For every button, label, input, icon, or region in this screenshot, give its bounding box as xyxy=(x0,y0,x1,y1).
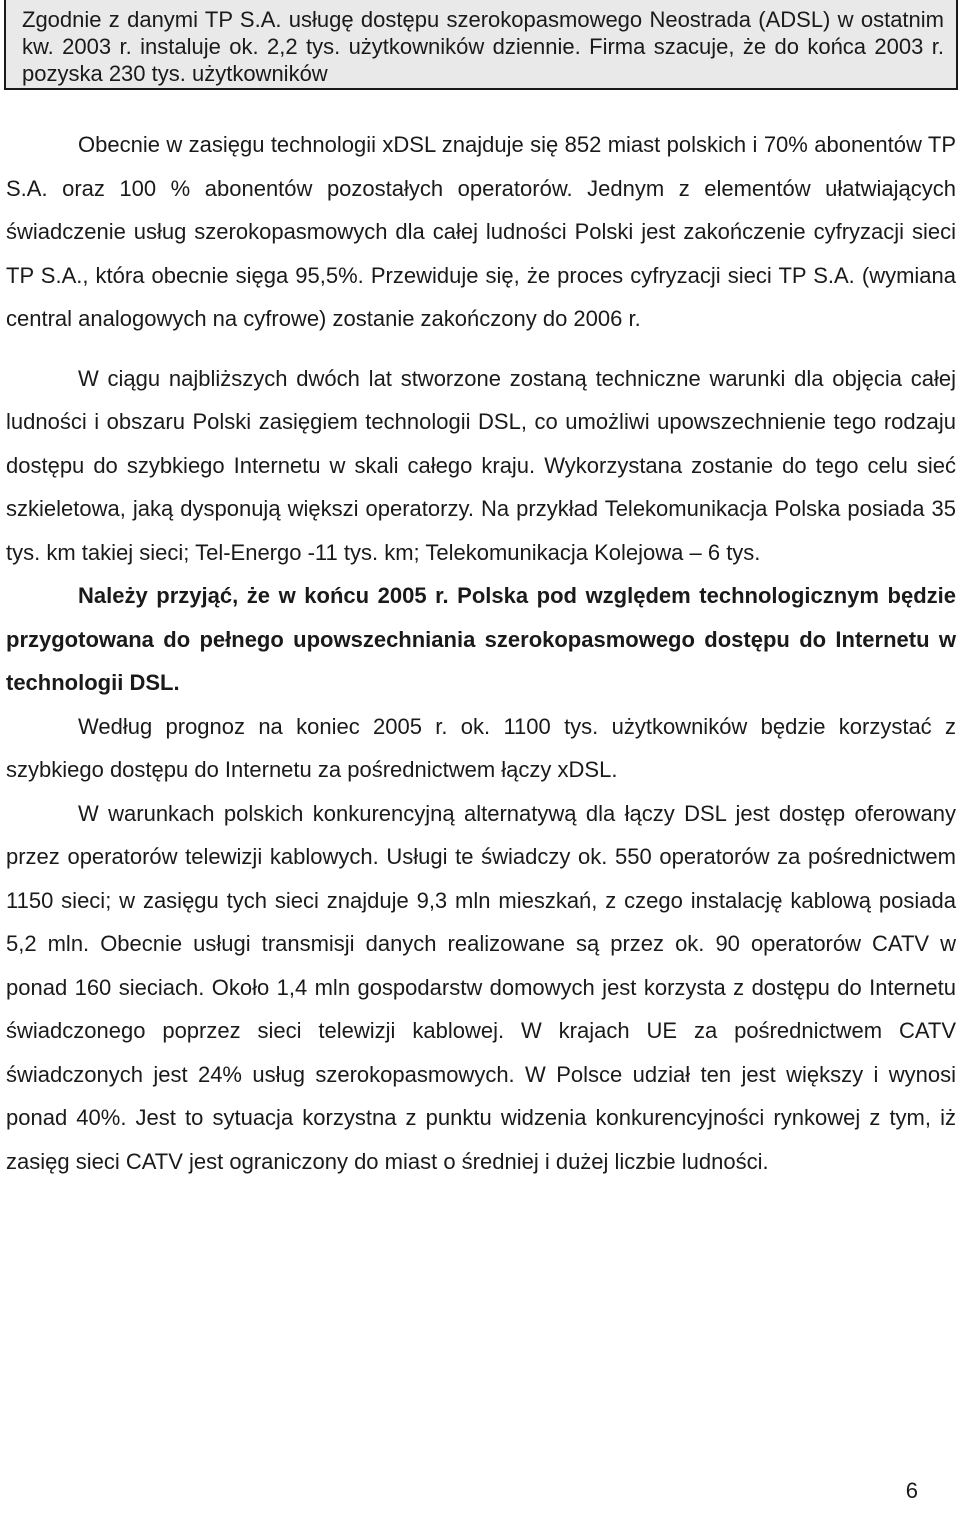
boxed-note-text: Zgodnie z danymi TP S.A. usługę dostępu szerokopasmowego Neostrada (ADSL) w ostatnim kw. 2003 r. instaluje ok. 2,2 tys. użytkowników dziennie. Firma szacuje, że do końca 2003 r. pozyska 230 tys. użytkowników xyxy=(22,7,944,86)
document-body xyxy=(6,123,956,1183)
paragraph-catv-alternative: W warunkach polskich konkurencyjną alternatywą dla łączy DSL jest dostęp oferowany przez operatorów telewizji kablowych. Usługi te świadczy ok. 550 operatorów za pośrednictwem 1150 sieci; w zasięgu tych sieci znajduje 9,3 mln mieszkań, z czego instalację kablową posiada 5,2 mln. Obecnie usługi transmisji danych realizowane są przez ok. 90 operatorów CATV w ponad 160 sieciach. Około 1,4 mln gospodarstw domowych jest korzysta z dostępu do Internetu świadczonego poprzez sieci telewizji kablowej. W krajach UE za pośrednictwem CATV świadczonych jest 24% usług szerokopasmowych. W Polsce udział ten jest większy i wynosi ponad 40%. Jest to sytuacja korzystna z punktu widzenia konkurencyjności rynkowej z tym, iż zasięg sieci CATV jest ograniczony do miast o średniej i dużej liczbie ludności. xyxy=(6,800,956,1174)
paragraph-forecast: Według prognoz na koniec 2005 r. ok. 1100 tys. użytkowników będzie korzystać z szybkiego dostępu do Internetu za pośrednictwem łączy xDSL. xyxy=(6,713,956,782)
page-number: 6 xyxy=(905,1478,918,1503)
paragraph-xdsl-coverage: Obecnie w zasięgu technologii xDSL znajduje się 852 miast polskich i 70% abonentów TP S.A. oraz 100 % abonentów pozostałych operatorów. Jednym z elementów ułatwiających świadczenie usług szerokopasmowych dla całej ludności Polski jest zakończenie cyfryzacji sieci TP S.A., która obecnie sięga 95,5%. Przewiduje się, że proces cyfryzacji sieci TP S.A. (wymiana central analogowych na cyfrowe) zostanie zakończony do 2006 r. xyxy=(6,132,956,331)
paragraph-dsl-plans: W ciągu najbliższych dwóch lat stworzone zostaną techniczne warunki dla objęcia całej ludności i obszaru Polski zasięgiem technologii DSL, co umożliwi upowszechnienie tego rodzaju dostępu do szybkiego Internetu w skali całego kraju. Wykorzystana zostanie do tego celu sieć szkieletowa, jaką dysponują większi operatorzy. Na przykład Telekomunikacja Polska posiada 35 tys. km takiej sieci; Tel-Energo -11 tys. km; Telekomunikacja Kolejowa – 6 tys. xyxy=(6,365,956,565)
boxed-note xyxy=(4,0,958,90)
paragraph-conclusion-bold: Należy przyjąć, że w końcu 2005 r. Polska pod względem technologicznym będzie przygotowana do pełnego upowszechniania szerokopasmowego dostępu do Internetu w technologii DSL. xyxy=(6,583,956,695)
